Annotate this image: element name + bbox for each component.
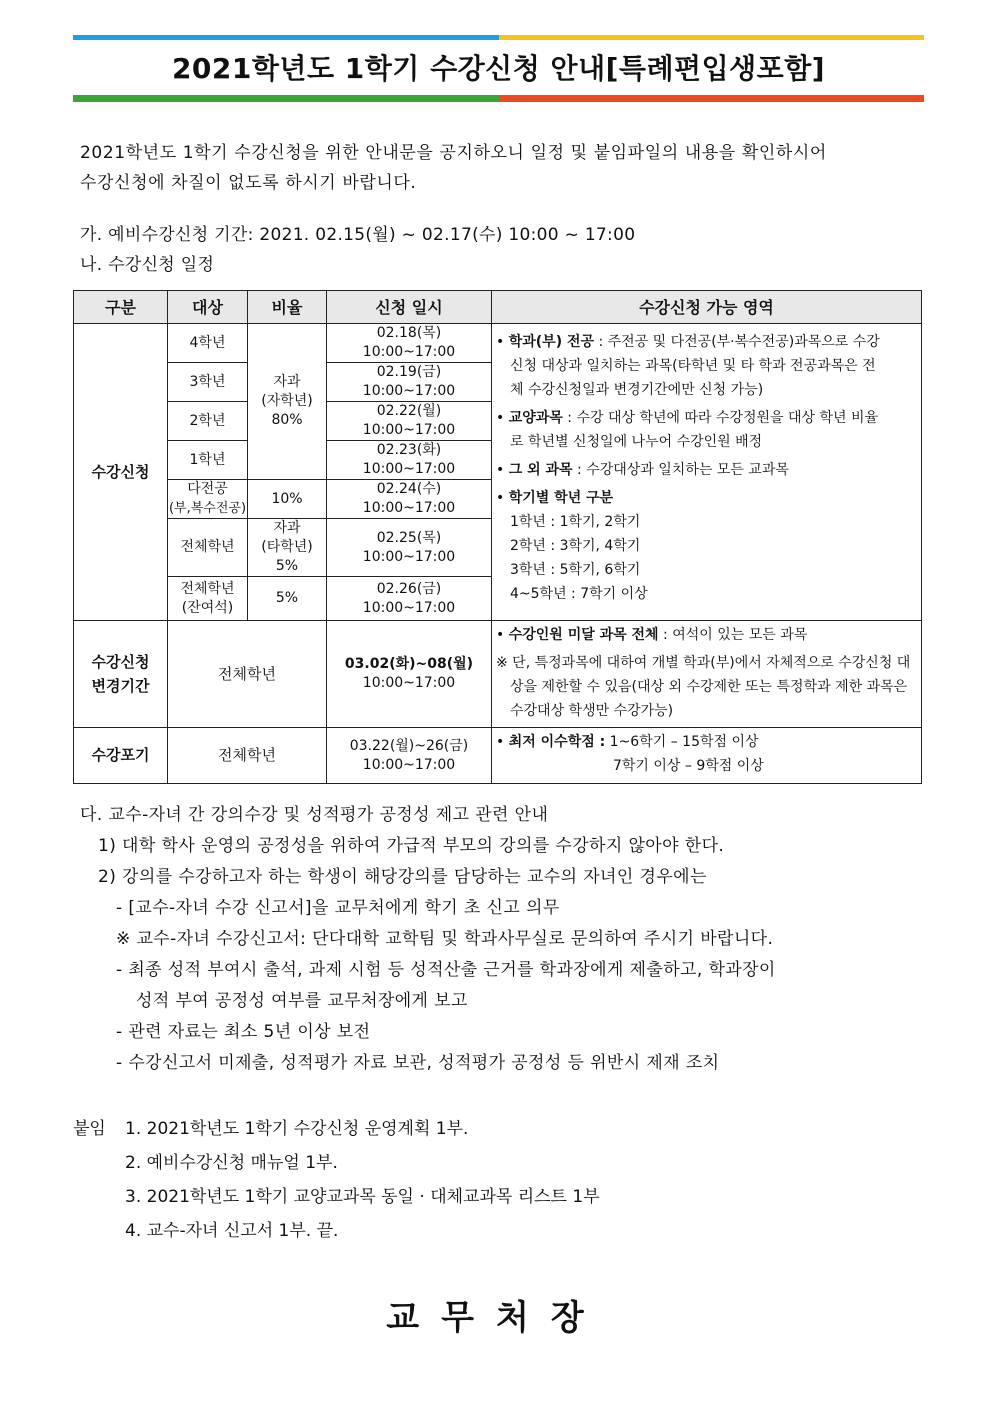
area-drop	[492, 728, 922, 784]
target-cell: 3학년	[168, 363, 248, 402]
time-text: 10:00~17:00	[362, 548, 456, 565]
table-row-drop	[74, 728, 922, 784]
intro-line: 2021학년도 1학기 수강신청을 위한 안내문을 공지하오니 일정 및 붙임파일의 내용을 확인하시어	[80, 143, 827, 163]
time-text: 10:00~17:00	[362, 422, 456, 438]
attachments-label: 붙임	[73, 1119, 106, 1139]
header-target: 대상	[168, 291, 248, 324]
date-text: 02.23(화)	[376, 442, 442, 458]
date-cell	[327, 441, 492, 480]
time-text: 10:00~17:00	[362, 344, 456, 360]
area-item-major: • 학과(부) 전공 : 주전공 및 다전공(부·복수전공)과목으로 수강	[496, 334, 880, 350]
grade-line: 2학년 : 3학기, 4학기	[510, 538, 641, 554]
area-text: 1~6학기 – 15학점 이상	[605, 734, 759, 750]
signature: 교무처장	[386, 1298, 606, 1338]
area-registration	[492, 324, 922, 621]
target-subtext: (부,복수전공)	[168, 501, 247, 516]
area-label: 교양과목	[508, 410, 563, 426]
grade-line: 3학년 : 5학기, 6학기	[510, 562, 641, 578]
intro-paragraph	[80, 138, 900, 198]
header-date: 신청 일시	[327, 291, 492, 324]
attachments-list	[125, 1112, 885, 1248]
intro-line: 수강신청에 차질이 없도록 하시기 바랍니다.	[80, 173, 417, 193]
section-item: 1) 대학 학사 운영의 공정성을 위하여 가급적 부모의 강의를 수강하지 않아야 한다.	[98, 836, 725, 856]
area-text: 로 학년별 신청일에 나누어 수강인원 배정	[510, 434, 763, 450]
date-text: 02.19(금)	[376, 364, 442, 380]
header-ratio: 비율	[248, 291, 327, 324]
period-info	[80, 220, 900, 280]
date-cell	[327, 728, 492, 784]
target-cell: 2학년	[168, 402, 248, 441]
attachment-item: 1. 2021학년도 1학기 수강신청 운영계획 1부.	[125, 1119, 469, 1139]
title-bar-blue	[73, 35, 499, 40]
table-row	[74, 324, 922, 363]
time-text: 10:00~17:00	[362, 461, 456, 477]
area-item-general: • 교양과목 : 수강 대상 학년에 따라 수강정원을 대상 학년 비율	[496, 410, 879, 426]
date-cell	[327, 577, 492, 621]
section-heading: 다. 교수-자녀 간 강의수강 및 성적평가 공정성 제고 관련 안내	[80, 805, 549, 825]
page-title: 2021학년도 1학기 수강신청 안내[특례편입생포함]	[171, 52, 826, 85]
area-item: • 수강인원 미달 과목 전체 : 여석이 있는 모든 과목	[496, 627, 808, 643]
ratio-cell: 10%	[248, 480, 327, 519]
target-cell	[168, 577, 248, 621]
ratio-line: 5%	[275, 558, 299, 574]
area-note: 수강대상 학생만 수강가능)	[510, 703, 674, 719]
target-subtext: (잔여석)	[181, 599, 234, 616]
area-note: ※ 단, 특정과목에 대하여 개별 학과(부)에서 자체적으로 수강신청 대	[496, 655, 911, 671]
area-text: : 수강대상과 일치하는 모든 교과목	[572, 462, 789, 478]
section-subitem: - [교수-자녀 수강 신고서]을 교무처에게 학기 초 신고 의무	[116, 898, 560, 918]
section-item: 2) 강의를 수강하고자 하는 학생이 해당강의를 담당하는 교수의 자녀인 경우에는	[98, 867, 707, 887]
area-text: 신청 대상과 일치하는 과목(타학년 및 타 학과 전공과목은 전	[510, 358, 876, 374]
target-cell: 4학년	[168, 324, 248, 363]
area-change	[492, 621, 922, 728]
area-text: 7학기 이상 – 9학점 이상	[613, 758, 764, 774]
title-banner	[73, 35, 924, 102]
time-text: 10:00~17:00	[362, 500, 456, 516]
area-text: : 여석이 있는 모든 과목	[658, 627, 808, 643]
pre-registration-period: 가. 예비수강신청 기간: 2021. 02.15(월) ~ 02.17(수) 10:00 ~ 17:00	[80, 225, 636, 245]
grade-line: 4~5학년 : 7학기 이상	[510, 586, 648, 602]
target-text: 다전공	[187, 481, 228, 497]
attachment-item: 2. 예비수강신청 매뉴얼 1부.	[125, 1153, 338, 1173]
ratio-line: 자과	[273, 520, 301, 536]
area-label: 그 외 과목	[508, 462, 573, 478]
area-item: • 최저 이수학점 : 1~6학기 – 15학점 이상	[496, 734, 759, 750]
area-text: : 주전공 및 다전공(부·복수전공)과목으로 수강	[594, 334, 880, 350]
date-cell	[327, 402, 492, 441]
attachment-item: 3. 2021학년도 1학기 교양교과목 동일 · 대체교과목 리스트 1부	[125, 1187, 600, 1207]
area-text: 체 수강신청일과 변경기간에만 신청 가능)	[510, 382, 764, 398]
time-text: 10:00~17:00	[362, 675, 456, 691]
area-item-grade: • 학기별 학년 구분	[496, 490, 614, 506]
target-text: 전체학년	[180, 580, 235, 597]
area-label: 최저 이수학점 :	[508, 734, 606, 750]
ratio-cell: 5%	[248, 577, 327, 621]
schedule-heading: 나. 수강신청 일정	[80, 255, 215, 275]
target-cell	[168, 480, 248, 519]
category-change	[74, 621, 168, 728]
area-text: : 수강 대상 학년에 따라 수강정원을 대상 학년 비율	[562, 410, 879, 426]
date-cell	[327, 519, 492, 577]
time-text: 10:00~17:00	[362, 383, 456, 399]
header-area: 수강신청 가능 영역	[492, 291, 922, 324]
category-line: 변경기간	[91, 676, 150, 695]
area-item-other: • 그 외 과목 : 수강대상과 일치하는 모든 교과목	[496, 462, 789, 478]
area-label: 학과(부) 전공	[508, 334, 595, 350]
date-text: 02.24(수)	[376, 481, 442, 497]
category-line: 수강신청	[91, 652, 150, 671]
date-text: 02.22(월)	[376, 403, 442, 419]
area-label: 수강인원 미달 과목 전체	[508, 627, 659, 643]
section-subitem: - 수강신고서 미제출, 성적평가 자료 보관, 성적평가 공정성 등 위반시 제재 조치	[116, 1053, 720, 1073]
ratio-line: (자학년)	[261, 393, 313, 409]
section-subitem: - 최종 성적 부여시 출석, 과제 시험 등 성적산출 근거를 학과장에게 제출하고, 학과장이	[116, 960, 776, 980]
target-cell: 전체학년	[168, 728, 327, 784]
title-bar-orange	[499, 95, 924, 102]
date-cell	[327, 480, 492, 519]
date-cell	[327, 621, 492, 728]
category-registration: 수강신청	[74, 324, 168, 621]
section-note: ※ 교수-자녀 수강신고서: 단다대학 교학팀 및 학과사무실로 문의하여 주시기 바랍니다.	[116, 929, 774, 949]
date-text: 02.25(목)	[376, 529, 442, 546]
ratio-line: 자과	[273, 374, 301, 390]
ratio-line: (타학년)	[261, 539, 313, 555]
ratio-other-grade	[248, 519, 327, 577]
date-cell	[327, 363, 492, 402]
table-row-change	[74, 621, 922, 728]
ratio-own-grade	[248, 324, 327, 480]
fairness-section	[80, 800, 910, 1079]
target-cell: 전체학년	[168, 519, 248, 577]
header-category: 구분	[74, 291, 168, 324]
section-subitem-cont: 성적 부여 공정성 여부를 교무처장에게 보고	[136, 991, 468, 1011]
section-subitem: - 관련 자료는 최소 5년 이상 보전	[116, 1022, 371, 1042]
ratio-line: 80%	[271, 412, 303, 428]
date-text: 03.02(화)~08(월)	[344, 656, 474, 672]
date-text: 02.26(금)	[376, 580, 442, 597]
title-bar-yellow	[499, 35, 924, 40]
date-text: 02.18(목)	[376, 325, 442, 341]
grade-line: 1학년 : 1학기, 2학기	[510, 514, 641, 530]
title-bar-green	[73, 95, 499, 102]
time-text: 10:00~17:00	[362, 599, 456, 616]
area-note: 상을 제한할 수 있음(대상 외 수강제한 또는 특정학과 제한 과목은	[510, 679, 908, 695]
date-text: 03.22(월)~26(금)	[349, 737, 469, 754]
target-cell: 1학년	[168, 441, 248, 480]
attachment-item: 4. 교수-자녀 신고서 1부. 끝.	[125, 1221, 339, 1241]
target-cell: 전체학년	[168, 621, 327, 728]
registration-schedule-table	[73, 290, 922, 784]
date-cell	[327, 324, 492, 363]
category-drop: 수강포기	[74, 728, 168, 784]
time-text: 10:00~17:00	[362, 756, 456, 773]
area-label: 학기별 학년 구분	[508, 490, 614, 506]
